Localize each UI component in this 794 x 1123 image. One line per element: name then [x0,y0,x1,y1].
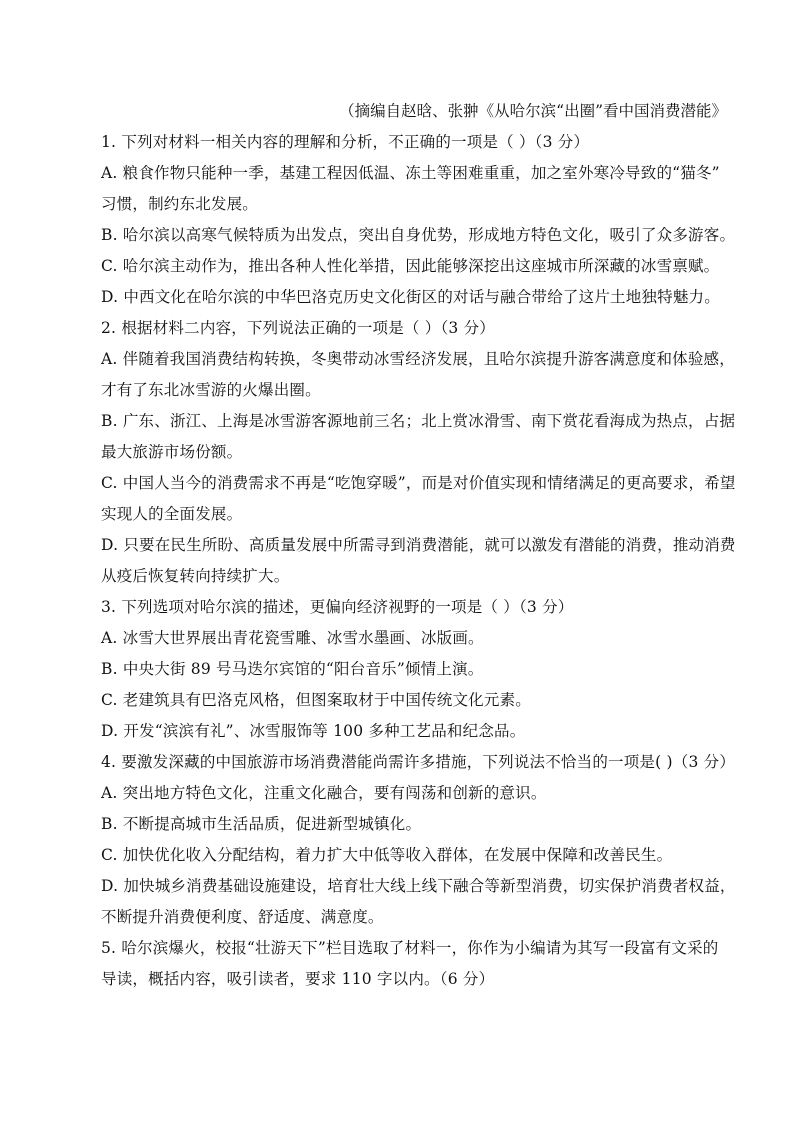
answer-option: A. 突出地方特色文化，注重文化融合，要有闯荡和创新的意识。 [101,784,547,802]
answer-option: A. 伴随着我国消费结构转换，冬奥带动冰雪经济发展，且哈尔滨提升游客满意度和体验感， [101,350,735,368]
question-4 [101,747,736,933]
answer-option-continued: 习惯，制约东北发展。 [101,195,259,213]
answer-option: C. 老建筑具有巴洛克风格，但图案取材于中国传统文化元素。 [101,691,531,709]
question-stem: 2. 根据材料二内容，下列说法正确的一项是（ ）（3 分） [101,319,495,337]
question-stem: 5. 哈尔滨爆火，校报“壮游天下”栏目选取了材料一，你作为小编请为其写一段富有文采的 [101,939,719,957]
answer-option: B. 中央大街 89 号马迭尔宾馆的“阳台音乐”倾情上演。 [101,660,484,678]
answer-option: D. 加快城乡消费基础设施建设，培育壮大线上线下融合等新型消费，切实保护消费者权益， [101,877,736,895]
answer-option: B. 广东、浙江、上海是冰雪游客源地前三名；北上赏冰滑雪、南下赏花看海成为热点，占据 [101,412,736,430]
document-page [101,96,736,995]
answer-option: A. 冰雪大世界展出青花瓷雪雕、冰雪水墨画、冰版画。 [101,629,484,647]
answer-option-continued: 才有了东北冰雪游的火爆出圈。 [101,381,321,399]
answer-option: D. 只要在民生所盼、高质量发展中所需寻到消费潜能，就可以激发有潜能的消费，推动消费 [101,536,736,554]
answer-option-continued: 最大旅游市场份额。 [101,443,243,461]
answer-option: C. 中国人当今的消费需求不再是“吃饱穿暖”，而是对价值实现和情绪满足的更高要求，希望 [101,474,736,492]
question-list [101,127,736,995]
answer-option: C. 加快优化收入分配结构，着力扩大中低等收入群体，在发展中保障和改善民生。 [101,846,673,864]
answer-option-continued: 实现人的全面发展。 [101,505,243,523]
answer-option: B. 不断提高城市生活品质，促进新型城镇化。 [101,815,422,833]
answer-option-continued: 不断提升消费便利度、舒适度、满意度。 [101,908,384,926]
answer-option: D. 开发“滨滨有礼”、冰雪服饰等 100 多种工艺品和纪念品。 [101,722,526,740]
answer-option-continued: 从疫后恢复转向持续扩大。 [101,567,290,585]
question-5 [101,933,721,995]
question-1 [101,127,736,313]
source-citation: （摘编自赵晗、张翀《从哈尔滨“出圈”看中国消费潜能》 [339,102,727,120]
answer-option: B. 哈尔滨以高寒气候特质为出发点，突出自身优势，形成地方特色文化，吸引了众多游客。 [101,226,736,244]
answer-option: C. 哈尔滨主动作为，推出各种人性化举措，因此能够深挖出这座城市所深藏的冰雪禀赋。 [101,257,720,275]
question-stem-continued: 导读，概括内容，吸引读者，要求 110 字以内。（6 分） [101,970,495,988]
question-stem: 4. 要激发深藏的中国旅游市场消费潜能尚需许多措施，下列说法不恰当的一项是( )（3 分） [101,753,736,771]
question-stem: 3. 下列选项对哈尔滨的描述，更偏向经济视野的一项是（ ）（3 分） [101,598,574,616]
question-3 [101,592,721,747]
question-2 [101,313,736,592]
answer-option: A. 粮食作物只能种一季，基建工程因低温、冻土等困难重重，加之室外寒冷导致的“猫冬” [101,164,720,182]
answer-option: D. 中西文化在哈尔滨的中华巴洛克历史文化街区的对话与融合带给了这片土地独特魅力。 [101,288,720,306]
question-stem: 1. 下列对材料一相关内容的理解和分析，不正确的一项是（ ）（3 分） [101,133,590,151]
